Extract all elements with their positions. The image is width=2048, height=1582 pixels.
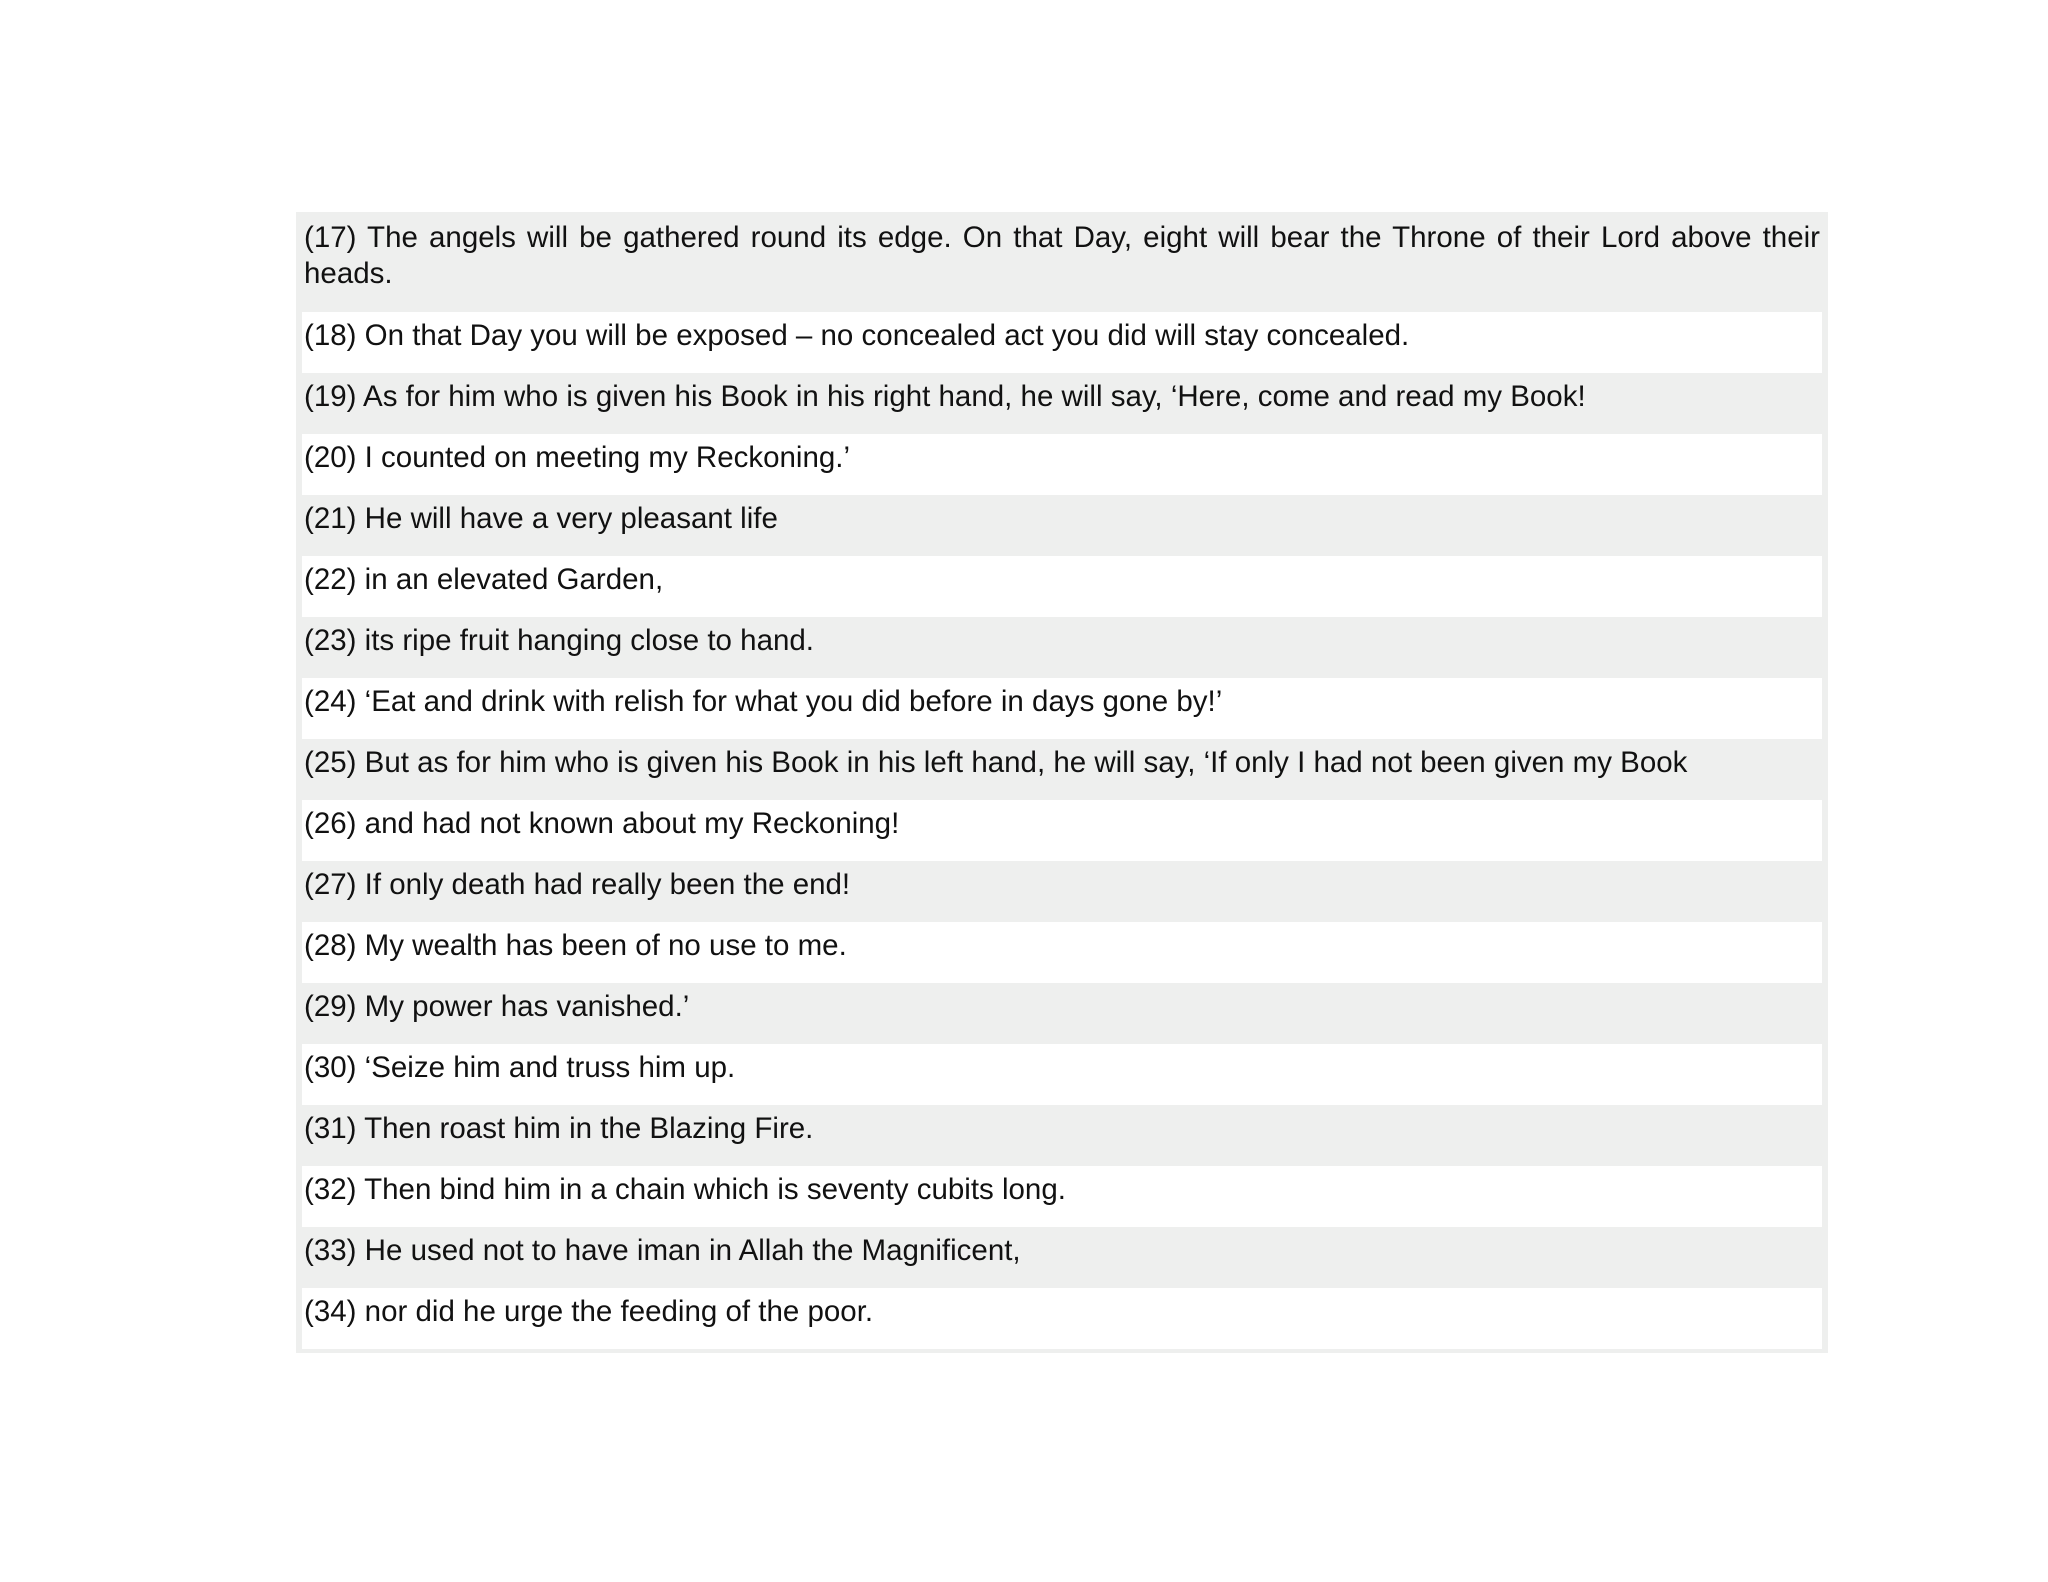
verse-28: (28) My wealth has been of no use to me. [302,922,1822,983]
verse-18: (18) On that Day you will be exposed – no concealed act you did will stay concealed. [302,312,1822,373]
verse-34: (34) nor did he urge the feeding of the poor. [302,1288,1822,1349]
verse-25: (25) But as for him who is given his Book in his left hand, he will say, ‘If only I had not been given my Book [302,739,1822,800]
verse-31: (31) Then roast him in the Blazing Fire. [302,1105,1822,1166]
verse-33: (33) He used not to have iman in Allah the Magnificent, [302,1227,1822,1288]
verse-24: (24) ‘Eat and drink with relish for what you did before in days gone by!’ [302,678,1822,739]
verse-30: (30) ‘Seize him and truss him up. [302,1044,1822,1105]
verse-27: (27) If only death had really been the end! [302,861,1822,922]
verse-22: (22) in an elevated Garden, [302,556,1822,617]
verse-17: (17) The angels will be gathered round its edge. On that Day, eight will bear the Throne of their Lord above their heads. [302,212,1822,312]
verse-21: (21) He will have a very pleasant life [302,495,1822,556]
verse-20: (20) I counted on meeting my Reckoning.’ [302,434,1822,495]
verse-table [296,212,1828,1353]
verse-26: (26) and had not known about my Reckoning! [302,800,1822,861]
verse-19: (19) As for him who is given his Book in his right hand, he will say, ‘Here, come and read my Book! [302,373,1822,434]
verse-29: (29) My power has vanished.’ [302,983,1822,1044]
verse-23: (23) its ripe fruit hanging close to hand. [302,617,1822,678]
verse-32: (32) Then bind him in a chain which is seventy cubits long. [302,1166,1822,1227]
